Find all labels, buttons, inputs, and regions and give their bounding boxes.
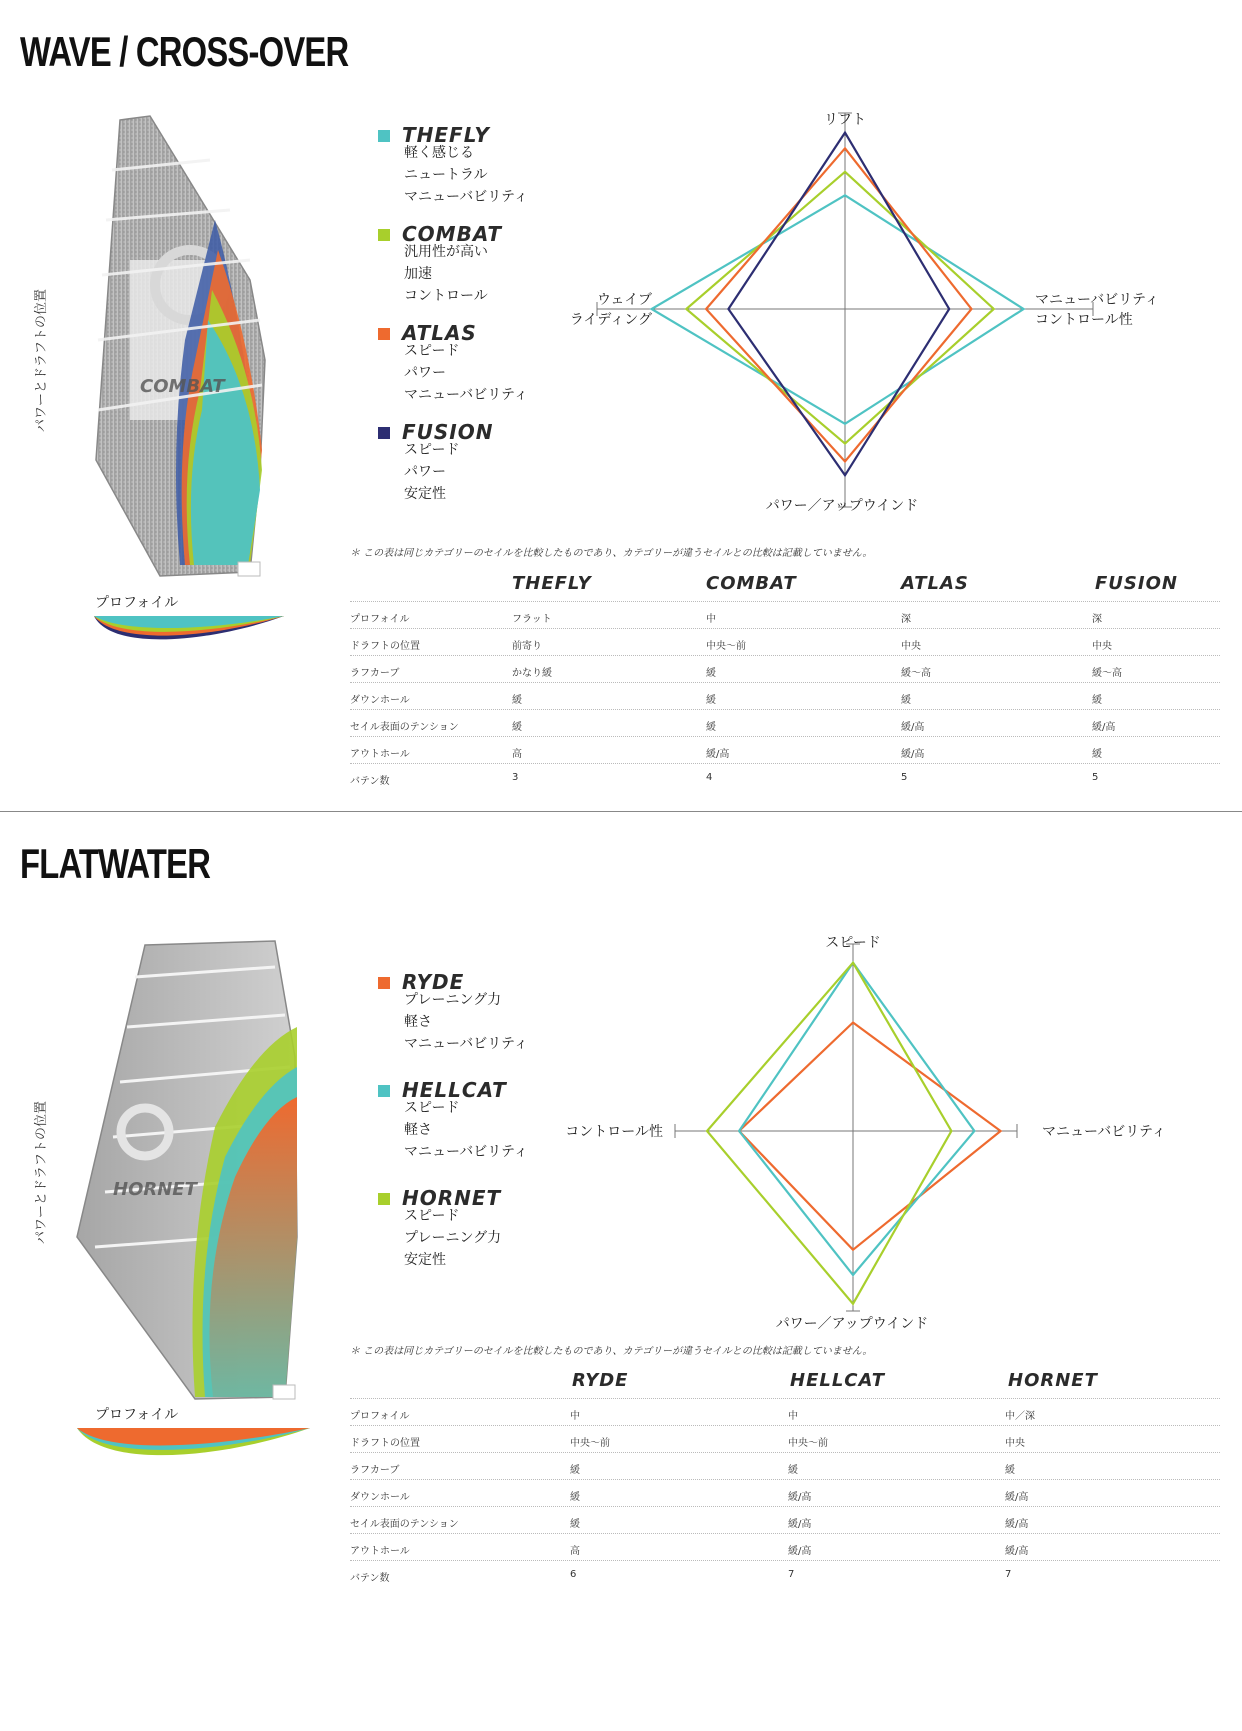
table-cell: 中央～前 [570, 1438, 610, 1449]
table-row-label: セイル表面のテンション [350, 1519, 459, 1530]
table-cell: 緩/高 [1005, 1546, 1029, 1557]
wave-profile-illustration [92, 612, 292, 656]
legend-series-name: THEFLY [402, 123, 490, 147]
legend-series-name: COMBAT [402, 222, 503, 246]
legend-swatch [378, 977, 390, 989]
table-cell: 緩/高 [706, 749, 730, 760]
legend-trait: ニュートラル [404, 167, 488, 183]
table-row-label: ダウンホール [350, 695, 410, 706]
legend-trait: スピード [404, 343, 460, 359]
legend-swatch [378, 1193, 390, 1205]
table-row [350, 763, 1220, 791]
table-cell: 緩 [570, 1465, 580, 1476]
table-row-label: バテン数 [350, 776, 390, 787]
table-cell: 深 [901, 614, 911, 625]
table-cell: 中 [570, 1411, 580, 1422]
legend-trait: パワー [404, 464, 446, 480]
wave-radar-chart [560, 100, 1159, 530]
table-cell: 4 [706, 772, 713, 783]
flat-vertical-label: パワーとドラフトの位置 [34, 1100, 49, 1244]
wave-note: ＊ この表は同じカテゴリーのセイルを比較したものであり、カテゴリーが違うセイルとの比較は記載していません。 [350, 548, 873, 559]
table-cell: 緩/高 [1005, 1492, 1029, 1503]
table-row-label: ラフカーブ [350, 668, 400, 679]
radar-axis-label: マニューバビリティ [1035, 292, 1159, 308]
wave-spec-table [350, 573, 1220, 787]
legend-trait: 安定性 [404, 486, 446, 502]
flat-title: FLATWATER [20, 840, 211, 887]
table-cell: 緩 [1092, 695, 1102, 706]
legend-trait: マニューバビリティ [404, 387, 528, 403]
table-cell: 中 [706, 614, 716, 625]
table-row [350, 1398, 1220, 1426]
table-column-header: THEFLY [512, 573, 592, 594]
legend-swatch [378, 1085, 390, 1097]
flat-note: ＊ この表は同じカテゴリーのセイルを比較したものであり、カテゴリーが違うセイルとの比較は記載していません。 [350, 1346, 873, 1357]
table-cell: 緩/高 [788, 1519, 812, 1530]
table-cell: 緩/高 [788, 1546, 812, 1557]
table-row [350, 709, 1220, 737]
table-row-label: プロフォイル [350, 614, 410, 625]
legend-trait: 軽さ [404, 1122, 432, 1138]
table-cell: 中央 [1005, 1438, 1025, 1449]
table-column-header: HELLCAT [790, 1370, 885, 1391]
table-column-header: HORNET [1008, 1370, 1098, 1391]
legend-trait: プレーニング力 [404, 1230, 502, 1246]
table-cell: 緩 [512, 695, 522, 706]
table-cell: 緩/高 [1092, 722, 1116, 733]
table-cell: 中央 [1092, 641, 1112, 652]
radar-axis-label: スピード [825, 935, 881, 951]
legend-trait: スピード [404, 1208, 460, 1224]
table-cell: 緩～高 [1092, 668, 1122, 679]
table-cell: 緩/高 [901, 722, 925, 733]
table-column-header: ATLAS [901, 573, 969, 594]
table-cell: 3 [512, 772, 519, 783]
flat-spec-table [350, 1370, 1220, 1584]
table-cell: 緩 [788, 1465, 798, 1476]
table-cell: 5 [901, 772, 908, 783]
table-row-label: ドラフトの位置 [350, 1438, 420, 1449]
table-cell: 前寄り [512, 641, 542, 652]
table-cell: 5 [1092, 772, 1099, 783]
table-cell: 緩/高 [901, 749, 925, 760]
table-cell: 緩/高 [788, 1492, 812, 1503]
legend-trait: スピード [404, 442, 460, 458]
table-cell: フラット [512, 614, 552, 625]
table-cell: 緩 [1092, 749, 1102, 760]
table-cell: 高 [512, 749, 522, 760]
flat-sail-logo: HORNET [113, 1179, 197, 1200]
legend-swatch [378, 229, 390, 241]
table-cell: 7 [788, 1569, 795, 1580]
table-row [350, 655, 1220, 683]
radar-series-hornet [707, 963, 951, 1304]
table-cell: 緩 [512, 722, 522, 733]
flat-radar-chart [560, 822, 1180, 1332]
table-row [350, 1425, 1220, 1453]
table-row-label: セイル表面のテンション [350, 722, 459, 733]
legend-trait: 軽く感じる [404, 145, 474, 161]
legend-swatch [378, 328, 390, 340]
flat-profile-illustration [75, 1424, 315, 1470]
wave-title: WAVE / CROSS-OVER [20, 28, 349, 75]
table-row-label: アウトホール [350, 749, 410, 760]
wave-section [0, 0, 1242, 810]
table-cell: 緩 [901, 695, 911, 706]
table-cell: 緩 [570, 1519, 580, 1530]
radar-axis-label: マニューバビリティ [1042, 1124, 1166, 1140]
flat-profile-label: プロフォイル [95, 1407, 179, 1423]
table-cell: 緩～高 [901, 668, 931, 679]
table-row-label: ドラフトの位置 [350, 641, 420, 652]
table-cell: 中央～前 [706, 641, 746, 652]
table-row [350, 682, 1220, 710]
legend-trait: マニューバビリティ [404, 1036, 528, 1052]
legend-trait: プレーニング力 [404, 992, 502, 1008]
table-cell: 緩 [706, 668, 716, 679]
table-row [350, 1533, 1220, 1561]
table-row-label: ダウンホール [350, 1492, 410, 1503]
legend-trait: 加速 [404, 266, 432, 282]
table-column-header: COMBAT [706, 573, 797, 594]
legend-trait: マニューバビリティ [404, 1144, 528, 1160]
radar-axis-label: パワー／アップウインド [765, 498, 919, 514]
wave-vertical-label: パワーとドラフトの位置 [34, 288, 49, 432]
flat-sail-illustration [75, 937, 305, 1407]
legend-series-name: ATLAS [402, 321, 477, 345]
table-row-label: プロフォイル [350, 1411, 410, 1422]
legend-series-name: FUSION [402, 420, 494, 444]
radar-axis-label: ライディング [569, 312, 652, 328]
wave-sail-logo: COMBAT [140, 376, 225, 397]
table-cell: 緩 [1005, 1465, 1015, 1476]
flat-section [0, 812, 1242, 1712]
table-cell: 6 [570, 1569, 577, 1580]
table-column-header: FUSION [1095, 573, 1178, 594]
legend-swatch [378, 130, 390, 142]
table-cell: 緩/高 [1005, 1519, 1029, 1530]
table-cell: 緩 [706, 722, 716, 733]
legend-swatch [378, 427, 390, 439]
table-row-label: ラフカーブ [350, 1465, 400, 1476]
radar-axis-label: ウェイブ [596, 292, 652, 308]
table-cell: 中／深 [1005, 1411, 1035, 1422]
table-row-label: アウトホール [350, 1546, 410, 1557]
legend-trait: 汎用性が高い [404, 244, 488, 260]
wave-sail-illustration [90, 110, 290, 580]
radar-axis-label: コントロール性 [1035, 312, 1133, 328]
table-cell: 高 [570, 1546, 580, 1557]
table-row [350, 1560, 1220, 1588]
legend-series-name: HORNET [402, 1186, 502, 1210]
radar-axis-label: リフト [824, 112, 866, 128]
legend-trait: 安定性 [404, 1252, 446, 1268]
radar-series-atlas [706, 148, 971, 461]
table-cell: 中央～前 [788, 1438, 828, 1449]
table-cell: かなり緩 [512, 668, 552, 679]
table-row [350, 1452, 1220, 1480]
table-cell: 緩 [706, 695, 716, 706]
table-cell: 7 [1005, 1569, 1012, 1580]
radar-axis-label: コントロール性 [565, 1124, 663, 1140]
table-column-header: RYDE [572, 1370, 629, 1391]
table-row [350, 628, 1220, 656]
table-cell: 深 [1092, 614, 1102, 625]
legend-series-name: RYDE [402, 970, 465, 994]
wave-profile-label: プロフォイル [95, 595, 179, 611]
legend-trait: スピード [404, 1100, 460, 1116]
table-cell: 中央 [901, 641, 921, 652]
legend-series-name: HELLCAT [402, 1078, 507, 1102]
table-row [350, 1479, 1220, 1507]
legend-trait: 軽さ [404, 1014, 432, 1030]
table-cell: 中 [788, 1411, 798, 1422]
table-row [350, 736, 1220, 764]
table-row-label: バテン数 [350, 1573, 390, 1584]
table-row [350, 1506, 1220, 1534]
table-row [350, 601, 1220, 629]
legend-trait: コントロール [404, 288, 488, 304]
legend-trait: パワー [404, 365, 446, 381]
radar-series-hellcat [739, 963, 974, 1275]
radar-axis-label: パワー／アップウインド [775, 1316, 929, 1332]
table-cell: 緩 [570, 1492, 580, 1503]
legend-trait: マニューバビリティ [404, 189, 528, 205]
radar-series-fusion [728, 133, 949, 476]
